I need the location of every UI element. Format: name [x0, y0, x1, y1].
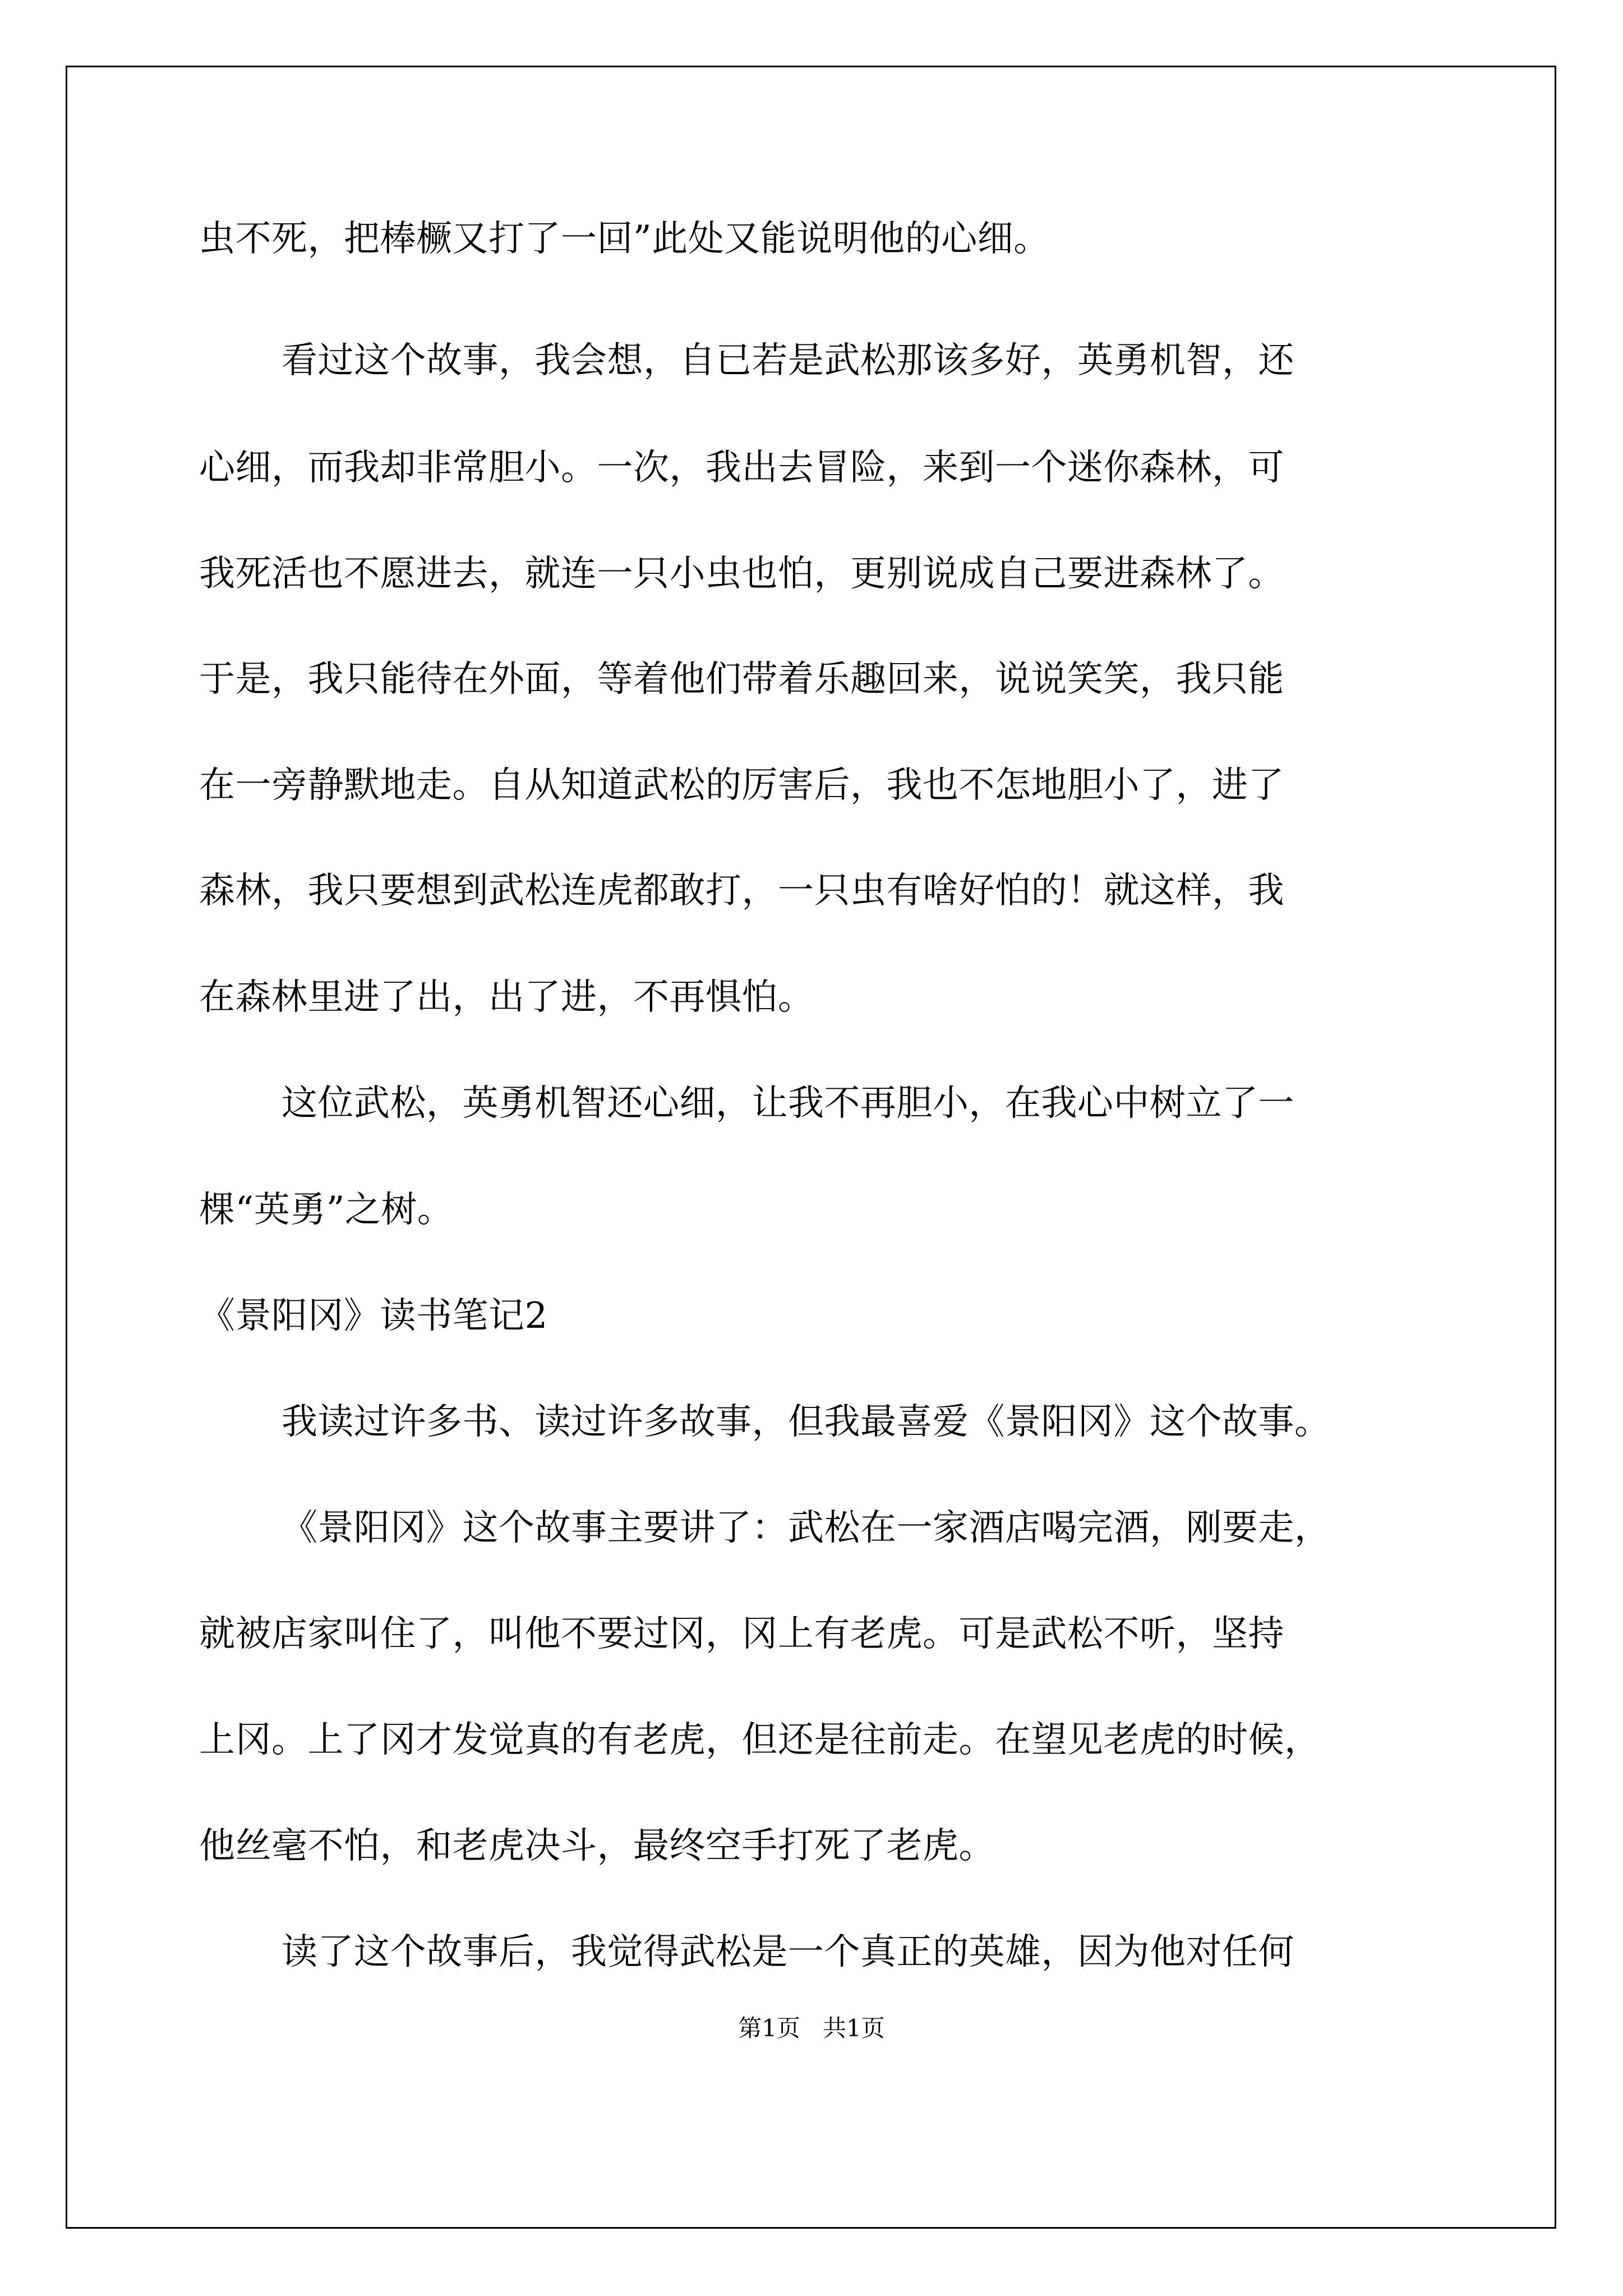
paragraph-line: 我死活也不愿进去，就连一只小虫也怕，更别说成自己要进森林了。 [199, 553, 1284, 595]
paragraph-line: 就被店家叫住了，叫他不要过冈，冈上有老虎。可是武松不听，坚持 [199, 1613, 1284, 1655]
paragraph-line: 读了这个故事后，我觉得武松是一个真正的英雄，因为他对任何 [282, 1931, 1294, 1973]
paragraph-line: 看过这个故事，我会想，自已若是武松那该多好，英勇机智，还 [282, 340, 1294, 381]
paragraph-line: 于是，我只能待在外面，等着他们带着乐趣回来，说说笑笑，我只能 [199, 659, 1284, 700]
paragraph-line: 上冈。上了冈才发觉真的有老虎，但还是往前走。在望见老虎的时候， [199, 1719, 1321, 1761]
page-number-footer: 第1页 共1页 [738, 2014, 885, 2042]
paragraph-line: 在森林里进了出，出了进，不再惧怕。 [199, 977, 814, 1018]
page-border [66, 66, 1556, 2229]
paragraph-line: 《景阳冈》这个故事主要讲了：武松在一家酒店喝完酒，刚要走， [282, 1507, 1331, 1549]
paragraph-line: 心细，而我却非常胆小。一次，我出去冒险，来到一个迷你森林，可 [199, 447, 1284, 489]
paragraph-line: 在一旁静默地走。自从知道武松的厉害后，我也不怎地胆小了，进了 [199, 765, 1284, 806]
paragraph-line: 他丝毫不怕，和老虎决斗，最终空手打死了老虎。 [199, 1825, 995, 1867]
paragraph-line: 棵“英勇”之树。 [199, 1189, 454, 1231]
paragraph-line: 我读过许多书、读过许多故事，但我最喜爱《景阳冈》这个故事。 [282, 1401, 1331, 1443]
section-heading: 《景阳冈》读书笔记2 [199, 1295, 548, 1337]
paragraph-line: 森林，我只要想到武松连虎都敢打，一只虫有啥好怕的！就这样，我 [199, 870, 1284, 912]
paragraph-line: 这位武松，英勇机智还心细，让我不再胆小，在我心中树立了一 [282, 1083, 1294, 1124]
paragraph-line: 虫不死，把棒橛又打了一回”此处又能说明他的心细。 [199, 218, 1050, 260]
